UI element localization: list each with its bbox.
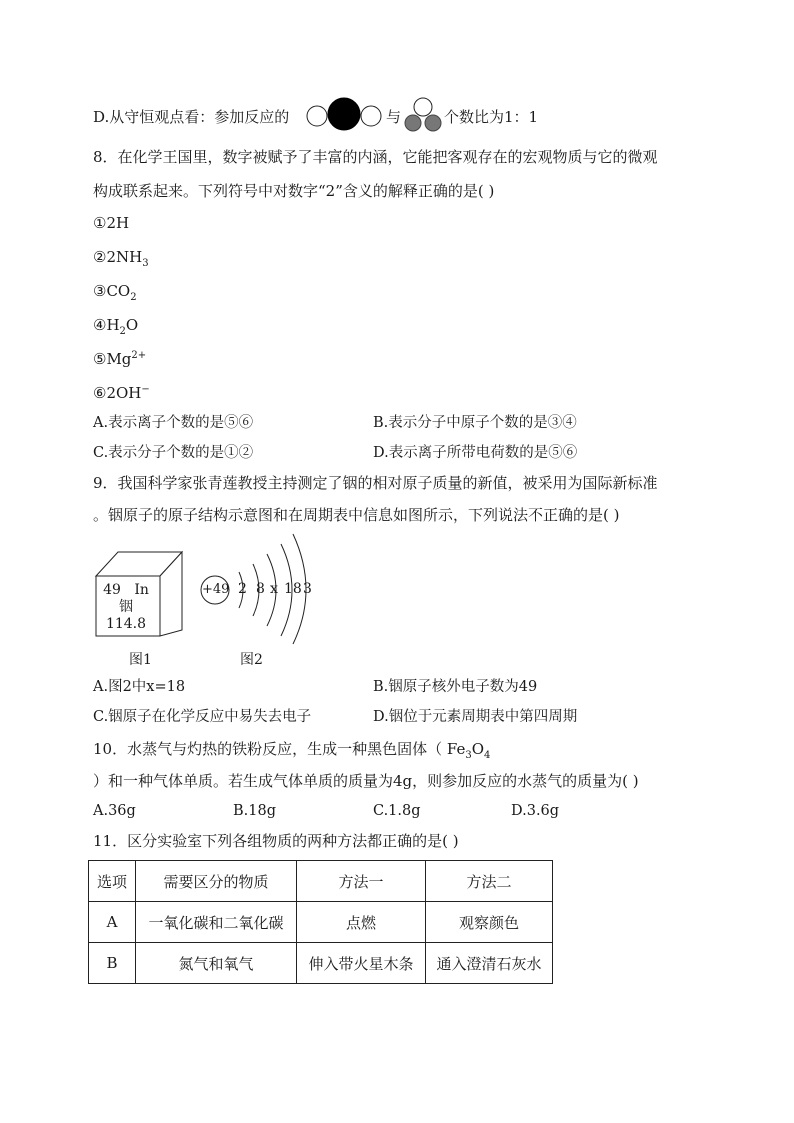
item-subscript: 3 bbox=[142, 258, 149, 269]
shell-2: 8 bbox=[256, 581, 265, 597]
q8-item-5 bbox=[93, 348, 146, 370]
shell-3: x bbox=[270, 581, 278, 597]
q8-stem-line2: 构成联系起来。下列符号中对数字“2”含义的解释正确的是( ) bbox=[93, 182, 495, 200]
q8-option-a[interactable]: A.表示离子个数的是⑤⑥ bbox=[93, 415, 254, 431]
q9-stem-line1: 9．我国科学家张青莲教授主持测定了铟的相对原子质量的新值，被采用为国际新标准 bbox=[93, 474, 658, 492]
molecule-reactant-1-icon bbox=[303, 96, 383, 132]
q7-optd-mid: 与 bbox=[386, 108, 402, 126]
q10-option-a[interactable]: A.36g bbox=[93, 803, 136, 819]
shell-4: 18 bbox=[284, 581, 302, 597]
q7-optd-suffix: 个数比为1：1 bbox=[444, 108, 539, 126]
table-header-cell: 需要区分的物质 bbox=[136, 861, 297, 902]
q7-option-d bbox=[93, 106, 289, 128]
element-number-symbol bbox=[96, 582, 156, 598]
q9-stem-line2: 。铟原子的原子结构示意图和在周期表中信息如图所示，下列说法不正确的是( ) bbox=[93, 506, 620, 524]
q8-stem-line1: 8．在化学王国里，数字被赋予了丰富的内涵，它能把客观存在的宏观物质与它的微观 bbox=[93, 148, 658, 166]
q10-option-b[interactable]: B.18g bbox=[233, 803, 276, 819]
fig1-label: 图1 bbox=[129, 652, 152, 668]
table-cell: 通入澄清石灰水 bbox=[426, 943, 553, 984]
item-formula-tail: O bbox=[125, 316, 139, 334]
item-formula: H bbox=[106, 316, 120, 334]
item-subscript: 2 bbox=[119, 326, 126, 337]
item-subscript: 2 bbox=[130, 292, 137, 303]
q8-option-c[interactable]: C.表示分子个数的是①② bbox=[93, 445, 254, 461]
q8-item-1 bbox=[93, 212, 129, 234]
q10-subscript-1: 3 bbox=[465, 750, 472, 761]
q10-stem-line1 bbox=[93, 738, 490, 760]
table-cell: 一氧化碳和二氧化碳 bbox=[136, 902, 297, 943]
q8-item-6 bbox=[93, 382, 150, 404]
table-cell: 氮气和氧气 bbox=[136, 943, 297, 984]
q11-stem: 11．区分实验室下列各组物质的两种方法都正确的是( ) bbox=[93, 832, 459, 850]
shell-5: 3 bbox=[303, 581, 312, 597]
q10-stem-line2: ）和一种气体单质。若生成气体单质的质量为4g，则参加反应的水蒸气的质量为( ) bbox=[93, 772, 639, 790]
atomic-mass: 114.8 bbox=[105, 616, 147, 632]
table-row bbox=[89, 902, 553, 943]
table-cell: B bbox=[89, 943, 136, 984]
item-formula: 2OH bbox=[106, 384, 142, 402]
q10-option-d[interactable]: D.3.6g bbox=[511, 803, 560, 819]
item-superscript: − bbox=[141, 384, 150, 395]
item-num: ④ bbox=[93, 316, 107, 334]
q9-option-b[interactable]: B.铟原子核外电子数为49 bbox=[373, 679, 538, 695]
shell-1: 2 bbox=[238, 581, 247, 597]
table-header-cell: 选项 bbox=[89, 861, 136, 902]
q8-item-2 bbox=[93, 246, 149, 268]
item-num: ③ bbox=[93, 282, 107, 300]
item-superscript: 2+ bbox=[131, 350, 147, 361]
fig2-label: 图2 bbox=[240, 652, 263, 668]
item-formula: CO bbox=[106, 282, 131, 300]
nucleus-charge: +49 bbox=[202, 582, 230, 597]
element-symbol: In bbox=[134, 582, 149, 598]
item-num: ① bbox=[93, 214, 107, 232]
table-cell: 观察颜色 bbox=[426, 902, 553, 943]
item-formula: Mg bbox=[106, 350, 132, 368]
item-num: ⑤ bbox=[93, 350, 107, 368]
table-row bbox=[89, 943, 553, 984]
table-cell: 伸入带火星木条 bbox=[297, 943, 426, 984]
table-header-cell: 方法二 bbox=[426, 861, 553, 902]
q8-item-3 bbox=[93, 280, 137, 302]
q10-stem-part2: O bbox=[471, 740, 485, 758]
q9-option-d[interactable]: D.铟位于元素周期表中第四周期 bbox=[373, 709, 578, 725]
item-formula: 2NH bbox=[106, 248, 143, 266]
table-header-row bbox=[89, 861, 553, 902]
item-formula: 2H bbox=[106, 214, 130, 232]
table-cell: 点燃 bbox=[297, 902, 426, 943]
q10-option-c[interactable]: C.1.8g bbox=[373, 803, 421, 819]
q9-option-c[interactable]: C.铟原子在化学反应中易失去电子 bbox=[93, 709, 312, 725]
item-num: ② bbox=[93, 248, 107, 266]
q10-stem-part1: 10．水蒸气与灼热的铁粉反应，生成一种黑色固体（ Fe bbox=[93, 740, 466, 758]
q7-optd-prefix: D.从守恒观点看：参加反应的 bbox=[93, 108, 290, 126]
q9-option-a[interactable]: A.图2中x=18 bbox=[93, 679, 186, 695]
q8-option-b[interactable]: B.表示分子中原子个数的是③④ bbox=[373, 415, 577, 431]
atomic-number: 49 bbox=[103, 582, 121, 598]
q10-subscript-2: 4 bbox=[484, 750, 491, 761]
q11-table bbox=[88, 860, 553, 984]
q8-item-4 bbox=[93, 314, 138, 336]
element-name: 铟 bbox=[119, 599, 133, 615]
q8-option-d[interactable]: D.表示离子所带电荷数的是⑤⑥ bbox=[373, 445, 578, 461]
molecule-reactant-2-icon bbox=[403, 96, 443, 132]
table-header-cell: 方法一 bbox=[297, 861, 426, 902]
item-num: ⑥ bbox=[93, 384, 107, 402]
table-cell: A bbox=[89, 902, 136, 943]
